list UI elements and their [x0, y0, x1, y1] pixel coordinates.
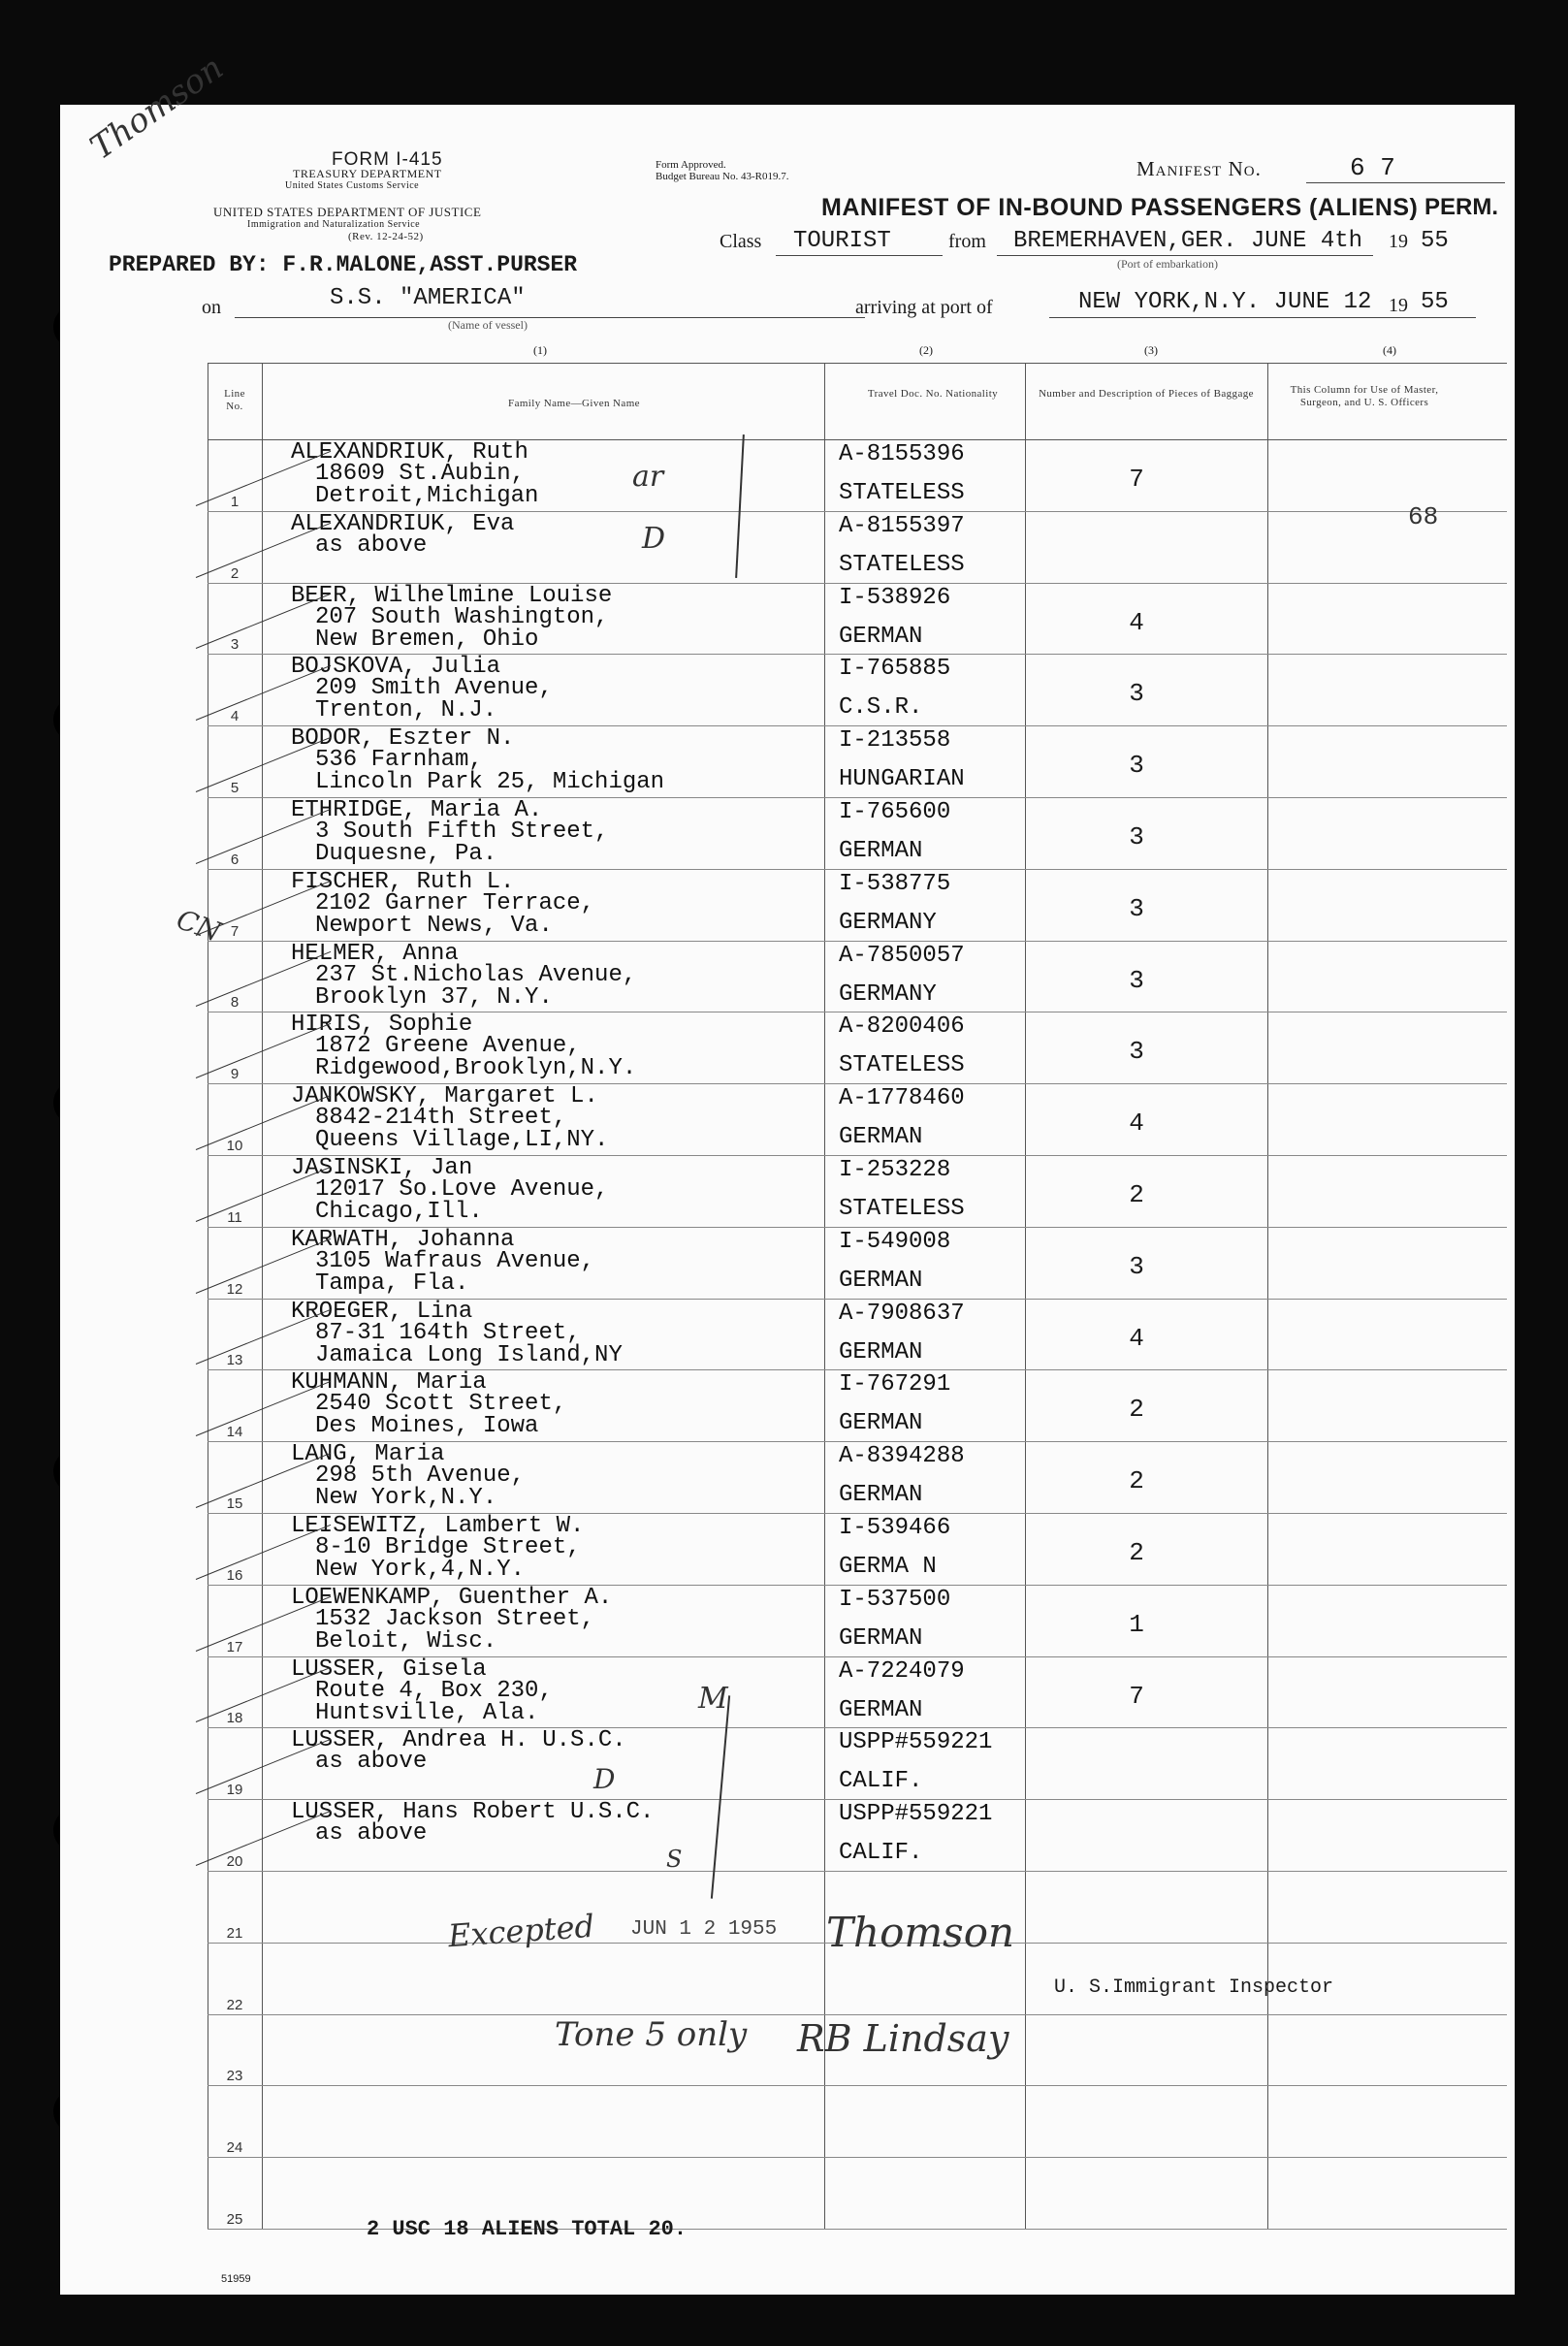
passenger-address-1: 12017 So.Love Avenue,	[315, 1176, 609, 1203]
table-column-rule	[1025, 363, 1026, 2229]
passenger-name: HIRIS, Sophie	[291, 1012, 473, 1039]
col-num-3: (3)	[1144, 343, 1158, 357]
travel-doc-number: I-253228	[839, 1157, 951, 1183]
nationality: CALIF.	[839, 1840, 923, 1867]
check-tick-mark	[196, 1811, 331, 1866]
check-tick-mark	[196, 1525, 331, 1580]
passenger-name: JASINSKI, Jan	[291, 1155, 473, 1181]
travel-doc-number: I-538775	[839, 870, 951, 897]
travel-doc-number: USPP#559221	[839, 1801, 993, 1828]
passenger-name: ALEXANDRIUK, Eva	[291, 510, 515, 537]
passenger-address-2: Beloit, Wisc.	[315, 1627, 497, 1655]
travel-doc-number: I-765600	[839, 799, 951, 825]
handwritten-mark-d: D	[642, 522, 666, 556]
passenger-address-1: as above	[315, 531, 428, 559]
nationality: STATELESS	[839, 551, 965, 578]
passenger-name: KROEGER, Lina	[291, 1298, 473, 1325]
manifest-sheet	[60, 48, 1515, 2295]
line-number: 24	[226, 2139, 243, 2157]
passenger-address-1: 18609 St.Aubin,	[315, 461, 526, 487]
table-top-rule	[208, 363, 1507, 364]
col-num-1: (1)	[533, 343, 547, 357]
table-row-rule	[208, 2157, 1507, 2158]
header-line-no: Line No.	[224, 388, 245, 412]
travel-doc-number: USPP#559221	[839, 1729, 993, 1756]
passenger-address-2: Des Moines, Iowa	[315, 1413, 539, 1440]
header-officers: This Column for Use of Master, Surgeon, and U. S. Officers	[1290, 384, 1439, 408]
handwritten-mark-m: M	[698, 1682, 728, 1716]
check-tick-mark	[196, 1453, 331, 1508]
passenger-address-1: 3105 Wafraus Avenue,	[315, 1247, 595, 1274]
year-prefix-2: 19	[1389, 295, 1408, 316]
nationality: GERMAN	[839, 838, 923, 864]
check-tick-mark	[196, 1237, 331, 1293]
line-number: 13	[226, 1352, 243, 1369]
baggage-count: 2	[1129, 1466, 1144, 1496]
second-signature: RB Lindsay	[797, 2017, 1009, 2060]
customs-service: United States Customs Service	[285, 180, 420, 191]
table-row-rule	[208, 2014, 1507, 2015]
passenger-name: LUSSER, Andrea H. U.S.C.	[291, 1727, 626, 1754]
passenger-address-1: 8-10 Bridge Street,	[315, 1534, 581, 1560]
travel-doc-number: I-539466	[839, 1515, 951, 1541]
check-tick-mark	[196, 522, 331, 577]
table-column-rule	[262, 363, 263, 2229]
travel-doc-number: I-767291	[839, 1371, 951, 1398]
passenger-name: LUSSER, Gisela	[291, 1655, 487, 1683]
port-embarkation-caption: (Port of embarkation)	[1117, 257, 1218, 271]
justice-dept: UNITED STATES DEPARTMENT OF JUSTICE	[213, 205, 482, 219]
nationality: GERMAN	[839, 623, 923, 650]
manifest-no-label: Manifest No.	[1136, 157, 1262, 180]
check-tick-mark	[196, 1023, 331, 1078]
line-number: 11	[227, 1208, 242, 1226]
nationality: GERMAN	[839, 1338, 923, 1366]
passenger-name: KARWATH, Johanna	[291, 1226, 515, 1253]
budget-bureau: Budget Bureau No. 43-R019.7.	[656, 171, 789, 182]
line-number: 12	[226, 1280, 243, 1298]
line-number: 14	[226, 1424, 243, 1441]
nationality: GERMA N	[839, 1554, 937, 1580]
travel-doc-number: I-765885	[839, 656, 951, 683]
handwritten-mark-ar: ar	[632, 460, 664, 494]
form-approved: Form Approved.	[656, 159, 726, 171]
form-number: FORM I-415	[332, 149, 443, 170]
baggage-count: 2	[1129, 1395, 1144, 1425]
line-number: 9	[230, 1066, 240, 1083]
baggage-count: 4	[1129, 1109, 1144, 1139]
class-label: Class	[720, 231, 762, 252]
passenger-address-1: 3 South Fifth Street,	[315, 819, 609, 845]
line-number: 20	[226, 1853, 243, 1870]
handwritten-bracket	[735, 434, 745, 578]
nationality: GERMAN	[839, 1696, 923, 1723]
nationality: GERMANY	[839, 909, 937, 936]
from-label: from	[948, 231, 986, 252]
check-tick-mark	[196, 1739, 331, 1794]
vessel-name: S.S. "AMERICA"	[330, 285, 526, 311]
baggage-count: 7	[1129, 465, 1144, 494]
passenger-name: LANG, Maria	[291, 1441, 445, 1468]
line-number: 5	[230, 780, 240, 796]
table-row-rule	[208, 1871, 1507, 1872]
line-number: 17	[226, 1638, 243, 1655]
arrival-value: NEW YORK,N.Y. JUNE 12	[1078, 289, 1372, 315]
handwritten-mark-d2: D	[593, 1763, 616, 1795]
baggage-count: 3	[1129, 893, 1144, 923]
line-number: 10	[226, 1138, 243, 1154]
baggage-count: 4	[1129, 607, 1144, 637]
travel-doc-number: A-7908637	[839, 1300, 965, 1327]
travel-doc-number: I-213558	[839, 727, 951, 755]
from-line	[997, 255, 1373, 256]
passenger-address-1: as above	[315, 1749, 428, 1776]
passenger-name: BOJSKOVA, Julia	[291, 654, 501, 681]
line-number: 15	[226, 1495, 243, 1512]
passenger-name: KUHMANN, Maria	[291, 1369, 487, 1397]
nationality: GERMAN	[839, 1124, 923, 1151]
header-baggage: Number and Description of Pieces of Baggage	[1039, 388, 1254, 400]
perm-label: PERM.	[1424, 194, 1499, 220]
baggage-count: 4	[1129, 1323, 1144, 1353]
passenger-address-1: 536 Farnham,	[315, 747, 483, 774]
vessel-line	[235, 317, 865, 318]
col-num-2: (2)	[919, 343, 933, 357]
passenger-address-1: 87-31 164th Street,	[315, 1319, 581, 1346]
passenger-address-2: Trenton, N.J.	[315, 697, 497, 724]
nationality: STATELESS	[839, 1052, 965, 1079]
baggage-count: 3	[1129, 1037, 1144, 1067]
nationality: C.S.R.	[839, 694, 923, 722]
travel-doc-number: I-549008	[839, 1228, 951, 1255]
passenger-address-1: 298 5th Avenue,	[315, 1462, 526, 1490]
line-number: 1	[230, 493, 240, 510]
baggage-count: 2	[1129, 1538, 1144, 1567]
travel-doc-number: A-8200406	[839, 1013, 965, 1041]
nationality: GERMAN	[839, 1624, 923, 1652]
check-tick-mark	[196, 1095, 331, 1150]
manifest-title: MANIFEST OF IN-BOUND PASSENGERS (ALIENS)	[821, 194, 1419, 221]
year-value-2: 55	[1421, 289, 1449, 315]
baggage-count: 7	[1129, 1681, 1144, 1711]
line-number: 19	[226, 1782, 243, 1799]
passenger-name: JANKOWSKY, Margaret L.	[291, 1083, 598, 1110]
travel-doc-number: A-8394288	[839, 1443, 965, 1470]
passenger-address-2: Brooklyn 37, N.Y.	[315, 983, 553, 1011]
col-num-4: (4)	[1383, 343, 1396, 357]
travel-doc-number: A-8155397	[839, 512, 965, 539]
passenger-address-2: Duquesne, Pa.	[315, 841, 497, 867]
passenger-address-2: Jamaica Long Island,NY	[315, 1341, 623, 1368]
ins-service: Immigration and Naturalization Service	[247, 219, 421, 230]
line-number: 21	[226, 1924, 243, 1942]
header-name: Family Name—Given Name	[508, 398, 640, 409]
line-number: 7	[230, 922, 240, 940]
passenger-name: ETHRIDGE, Maria A.	[291, 797, 543, 823]
passenger-address-1: 8842-214th Street,	[315, 1105, 567, 1132]
passenger-address-1: 1532 Jackson Street,	[315, 1605, 595, 1632]
travel-doc-number: A-8155396	[839, 441, 965, 467]
line-number: 2	[230, 564, 240, 582]
year-value-1: 55	[1421, 228, 1449, 254]
baggage-count: 2	[1129, 1180, 1144, 1209]
travel-doc-number: A-7850057	[839, 942, 965, 969]
from-value: BREMERHAVEN,GER. JUNE 4th	[1013, 228, 1363, 254]
baggage-count: 3	[1129, 679, 1144, 709]
passenger-address-2: Lincoln Park 25, Michigan	[315, 769, 665, 796]
handwritten-excepted: Excepted	[446, 1907, 596, 1955]
passenger-address-2: Detroit,Michigan	[315, 483, 539, 509]
passenger-address-1: as above	[315, 1820, 428, 1848]
passenger-address-2: Chicago,Ill.	[315, 1199, 483, 1225]
baggage-count: 3	[1129, 822, 1144, 852]
manifest-no-value: 6 7	[1350, 153, 1395, 182]
nationality: GERMAN	[839, 1482, 923, 1509]
passenger-name: LEISEWITZ, Lambert W.	[291, 1513, 585, 1539]
passenger-address-1: 2102 Garner Terrace,	[315, 889, 595, 916]
handwritten-bracket-2	[711, 1695, 730, 1898]
passenger-name: BODOR, Eszter N.	[291, 725, 515, 753]
officer-note: 68	[1408, 502, 1439, 531]
baggage-count: 3	[1129, 965, 1144, 995]
passenger-name: LUSSER, Hans Robert U.S.C.	[291, 1799, 655, 1826]
line-number: 22	[226, 1996, 243, 2013]
arrival-line	[1049, 317, 1476, 318]
passenger-address-2: Ridgewood,Brooklyn,N.Y.	[315, 1055, 637, 1082]
line-number: 16	[226, 1566, 243, 1584]
passenger-name: HELMER, Anna	[291, 940, 459, 967]
handwritten-mark-cn: CN	[172, 903, 226, 948]
passenger-address-2: Tampa, Fla.	[315, 1269, 469, 1297]
passenger-name: BEER, Wilhelmine Louise	[291, 582, 613, 609]
table-row-rule	[208, 2085, 1507, 2086]
passenger-address-2: Queens Village,LI,NY.	[315, 1127, 609, 1154]
passenger-address-1: Route 4, Box 230,	[315, 1677, 553, 1704]
nationality: GERMANY	[839, 980, 937, 1008]
table-column-rule	[1267, 363, 1268, 2229]
check-tick-mark	[196, 1595, 331, 1651]
header-travel-doc: Travel Doc. No. Nationality	[867, 388, 999, 400]
passenger-address-2: Huntsville, Ala.	[315, 1699, 539, 1726]
form-code: 51959	[221, 2273, 251, 2285]
passenger-address-2: New York,N.Y.	[315, 1485, 497, 1512]
check-tick-mark	[196, 665, 331, 721]
check-tick-mark	[196, 737, 331, 792]
class-value: TOURIST	[793, 228, 891, 254]
inspection-date-stamp: JUN 1 2 1955	[630, 1918, 778, 1941]
nationality: HUNGARIAN	[839, 766, 965, 793]
passenger-address-1: 209 Smith Avenue,	[315, 675, 553, 702]
line-number: 18	[226, 1710, 243, 1727]
passenger-address-2: New Bremen, Ohio	[315, 626, 539, 653]
arriving-label: arriving at port of	[855, 297, 993, 318]
manifest-no-line	[1306, 182, 1505, 183]
passenger-address-2: New York,4,N.Y.	[315, 1557, 526, 1583]
passenger-name: ALEXANDRIUK, Ruth	[291, 439, 528, 466]
nationality: STATELESS	[839, 1196, 965, 1222]
inspector-label: U. S.Immigrant Inspector	[1054, 1976, 1334, 1999]
handwritten-tone-note: Tone 5 only	[555, 2015, 748, 2054]
passenger-address-2: Newport News, Va.	[315, 912, 553, 939]
vessel-caption: (Name of vessel)	[448, 318, 528, 332]
travel-doc-number: I-537500	[839, 1586, 951, 1613]
nationality: STATELESS	[839, 480, 965, 506]
handwritten-corner-name: Thomson	[83, 48, 231, 168]
year-prefix-1: 19	[1389, 231, 1408, 252]
total-summary: 2 USC 18 ALIENS TOTAL 20.	[367, 2217, 688, 2241]
line-number: 3	[230, 636, 240, 654]
baggage-count: 3	[1129, 1251, 1144, 1281]
line-number: 23	[226, 2068, 243, 2085]
passenger-address-1: 1872 Greene Avenue,	[315, 1033, 581, 1060]
class-line	[776, 255, 943, 256]
inspector-signature: Thomson	[826, 1909, 1015, 1956]
travel-doc-number: A-1778460	[839, 1085, 965, 1112]
handwritten-mark-s: S	[666, 1846, 683, 1873]
check-tick-mark	[196, 451, 331, 506]
passenger-address-1: 237 St.Nicholas Avenue,	[315, 961, 637, 988]
nationality: CALIF.	[839, 1768, 923, 1795]
treasury-dept: TREASURY DEPARTMENT	[293, 167, 442, 180]
prepared-by: PREPARED BY: F.R.MALONE,ASST.PURSER	[109, 252, 578, 277]
check-tick-mark	[196, 1167, 331, 1222]
table-column-rule	[824, 363, 825, 2229]
on-label: on	[202, 297, 221, 318]
nationality: GERMAN	[839, 1410, 923, 1437]
baggage-count: 1	[1129, 1609, 1144, 1639]
check-tick-mark	[196, 1381, 331, 1436]
travel-doc-number: I-538926	[839, 584, 951, 611]
passenger-name: LOEWENKAMP, Guenther A.	[291, 1584, 613, 1611]
nationality: GERMAN	[839, 1267, 923, 1294]
passenger-address-1: 2540 Scott Street,	[315, 1391, 567, 1418]
form-revision: (Rev. 12-24-52)	[348, 231, 424, 242]
line-number: 6	[230, 851, 240, 868]
passenger-name: FISCHER, Ruth L.	[291, 868, 515, 895]
baggage-count: 3	[1129, 751, 1144, 781]
check-tick-mark	[196, 809, 331, 864]
passenger-address-1: 207 South Washington,	[315, 603, 609, 630]
line-number: 8	[230, 994, 240, 1012]
line-number: 4	[230, 708, 240, 725]
line-number: 25	[226, 2211, 243, 2228]
travel-doc-number: A-7224079	[839, 1657, 965, 1685]
